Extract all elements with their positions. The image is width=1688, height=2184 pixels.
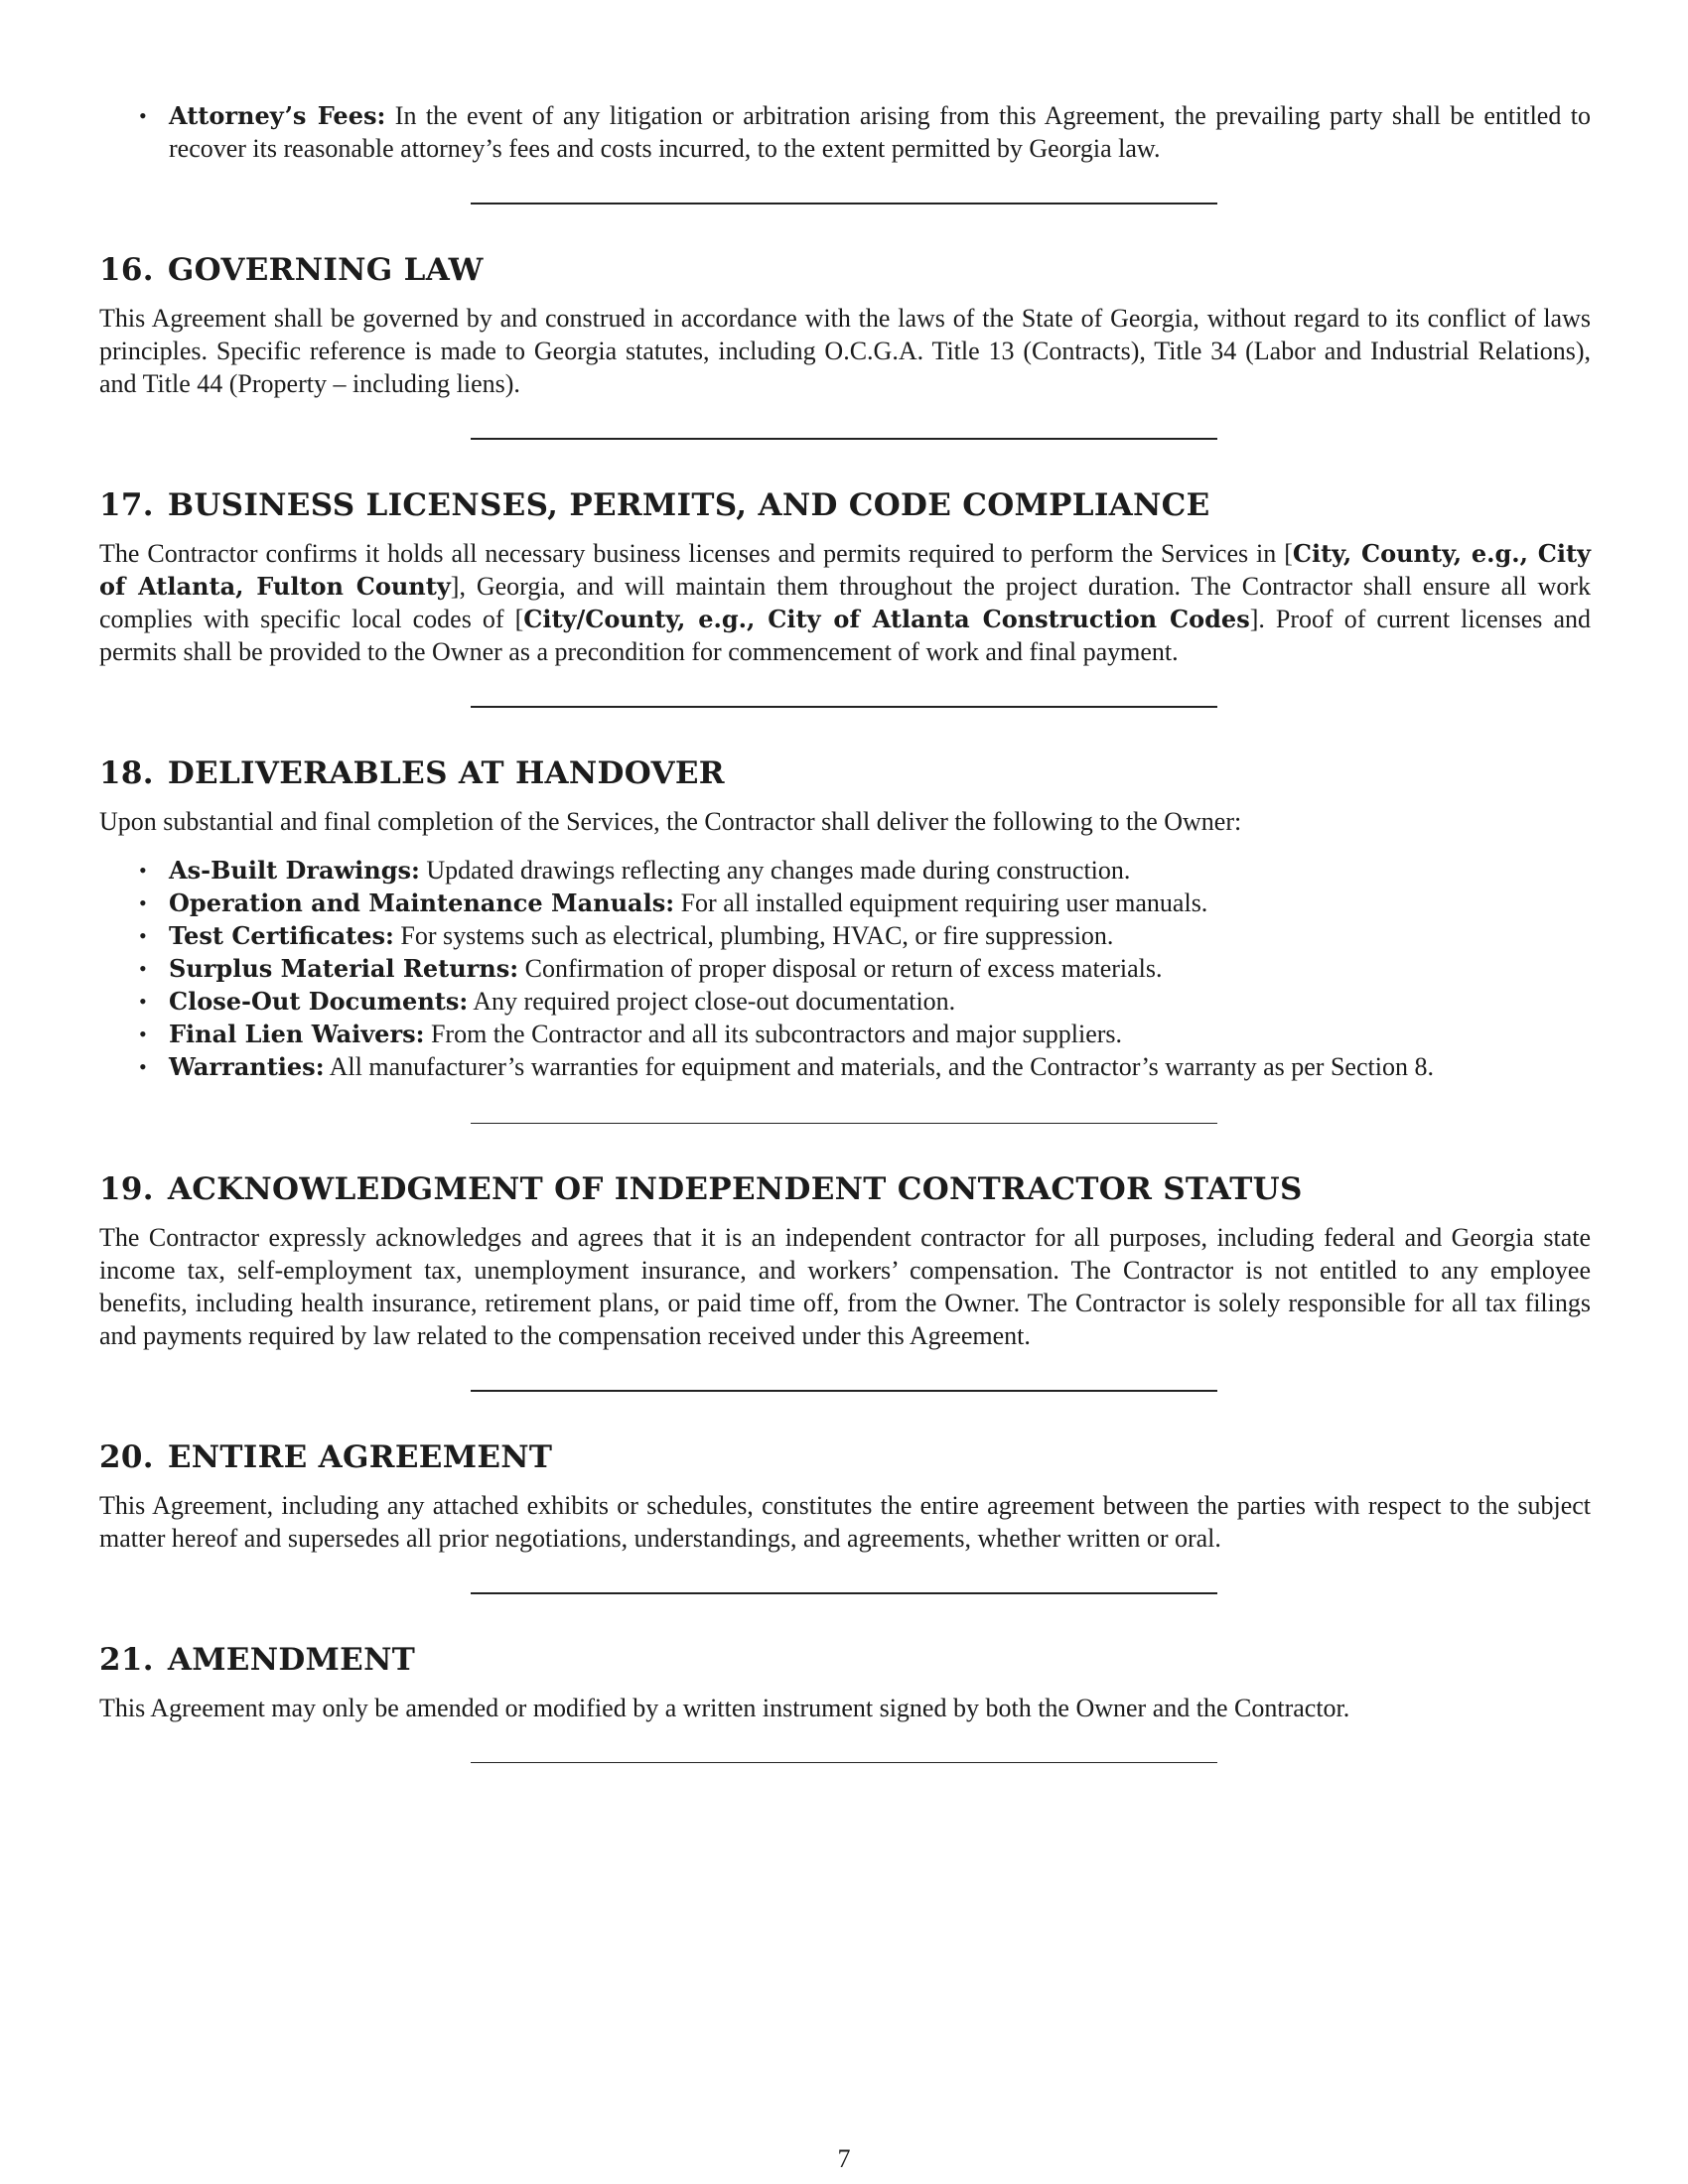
section-divider: [471, 1762, 1217, 1763]
section-divider: [471, 1592, 1217, 1594]
list-item-text: Updated drawings reflecting any changes made during construction.: [419, 856, 1131, 885]
list-item-term: Final Lien Waivers:: [169, 1020, 425, 1048]
section-heading: [99, 1437, 1591, 1477]
list-item: [99, 952, 1591, 985]
list-item-term: Warranties:: [169, 1052, 325, 1081]
bullet-icon: •: [139, 989, 147, 1014]
list-item-text: In the event of any litigation or arbitration arising from this Agreement, the prevailing party shall be entitled to recover its reasonable attorney’s fees and costs incurred, to the extent permitted by Georgia law.: [169, 101, 1591, 163]
section-title: BUSINESS LICENSES, PERMITS, AND CODE COMPLIANCE: [167, 487, 1210, 523]
section-title: AMENDMENT: [167, 1642, 416, 1678]
section-heading: [99, 1640, 1591, 1680]
page-number: 7: [837, 2144, 851, 2173]
section-heading: [99, 753, 1591, 793]
list-item-text: Confirmation of proper disposal or return of excess materials.: [518, 954, 1163, 983]
attorney-fees-list: [99, 99, 1591, 165]
section-divider: [471, 1123, 1217, 1124]
placeholder-local-codes: City/County, e.g., City of Atlanta Construction Codes: [523, 605, 1250, 633]
bullet-icon: •: [139, 103, 147, 128]
section-title: ENTIRE AGREEMENT: [167, 1439, 553, 1475]
list-item-term: Close-Out Documents:: [169, 987, 469, 1016]
section-body: [99, 537, 1591, 668]
section-title: DELIVERABLES AT HANDOVER: [167, 755, 725, 791]
list-item-text: All manufacturer’s warranties for equipment and materials, and the Contractor’s warranty as per Section 8.: [324, 1052, 1434, 1081]
section-heading: [99, 485, 1591, 525]
section-number: 16.: [99, 252, 154, 288]
bullet-icon: •: [139, 956, 147, 981]
list-item-text: Any required project close-out documentation.: [468, 987, 956, 1016]
section-body: This Agreement may only be amended or modified by a written instrument signed by both the Owner and the Contractor.: [99, 1694, 1350, 1722]
body-text-segment: ]. Proof of current licenses and permits shall be provided to the Owner as a precondition for commencement of work and final payment.: [99, 605, 1591, 666]
section-body: This Agreement, including any attached exhibits or schedules, constitutes the entire agreement between the parties with respect to the subject matter hereof and supersedes all prior negotiations, understandings, and agreements, whether written or oral.: [99, 1491, 1591, 1553]
list-item-term: Attorney’s Fees:: [169, 101, 386, 130]
list-item-term: Surplus Material Returns:: [169, 954, 519, 983]
list-item-text: From the Contractor and all its subcontractors and major suppliers.: [424, 1020, 1123, 1048]
list-item-text: For all installed equipment requiring user manuals.: [674, 888, 1208, 917]
section-heading: [99, 1169, 1591, 1209]
document-page: [99, 99, 1591, 1763]
section-body: The Contractor expressly acknowledges and agrees that it is an independent contractor for all purposes, including federal and Georgia state income tax, self-employment tax, unemployment insurance, and workers’ compensation. The Contractor is not entitled to any employee benefits, including health insurance, retirement plans, or paid time off, from the Owner. The Contractor is solely responsible for all tax filings and payments required by law related to the compensation received under this Agreement.: [99, 1223, 1591, 1350]
section-body: This Agreement shall be governed by and construed in accordance with the laws of the State of Georgia, without regard to its conflict of laws principles. Specific reference is made to Georgia statutes, including O.C.G.A. Title 13 (Contracts), Title 34 (Labor and Industrial Relations), and Title 44 (Property – including liens).: [99, 304, 1591, 398]
section-title: ACKNOWLEDGMENT OF INDEPENDENT CONTRACTOR STATUS: [167, 1171, 1303, 1207]
body-text-segment: ], Georgia, and will maintain them throughout the project duration. The Contractor shall ensure all work complies with specific local codes of [: [99, 572, 1591, 633]
section-heading: [99, 250, 1591, 290]
list-item-text: For systems such as electrical, plumbing, HVAC, or fire suppression.: [393, 921, 1114, 950]
list-item-term: Test Certificates:: [169, 921, 394, 950]
section-number: 21.: [99, 1642, 154, 1678]
bullet-icon: •: [139, 858, 147, 883]
list-item: [99, 919, 1591, 952]
list-item: [99, 1050, 1591, 1083]
section-intro: Upon substantial and final completion of the Services, the Contractor shall deliver the following to the Owner:: [99, 807, 1242, 836]
section-divider: [471, 1390, 1217, 1392]
section-number: 18.: [99, 755, 154, 791]
list-item-term: As-Built Drawings:: [169, 856, 420, 885]
deliverables-list: [99, 854, 1591, 1083]
list-item: [99, 99, 1591, 165]
bullet-icon: •: [139, 1054, 147, 1079]
section-divider: [471, 203, 1217, 205]
bullet-icon: •: [139, 1022, 147, 1046]
list-item: [99, 1018, 1591, 1050]
section-divider: [471, 438, 1217, 440]
list-item-term: Operation and Maintenance Manuals:: [169, 888, 675, 917]
section-title: GOVERNING LAW: [167, 252, 484, 288]
list-item: [99, 887, 1591, 919]
section-divider: [471, 706, 1217, 708]
placeholder-city-county: City, County, e.g., City of Atlanta, Fulton County: [99, 539, 1591, 601]
bullet-icon: •: [139, 890, 147, 915]
list-item: [99, 985, 1591, 1018]
section-number: 19.: [99, 1171, 154, 1207]
bullet-icon: •: [139, 923, 147, 948]
section-number: 20.: [99, 1439, 154, 1475]
list-item: [99, 854, 1591, 887]
body-text-segment: The Contractor confirms it holds all necessary business licenses and permits required to perform the Services in [: [99, 539, 1293, 568]
section-number: 17.: [99, 487, 154, 523]
